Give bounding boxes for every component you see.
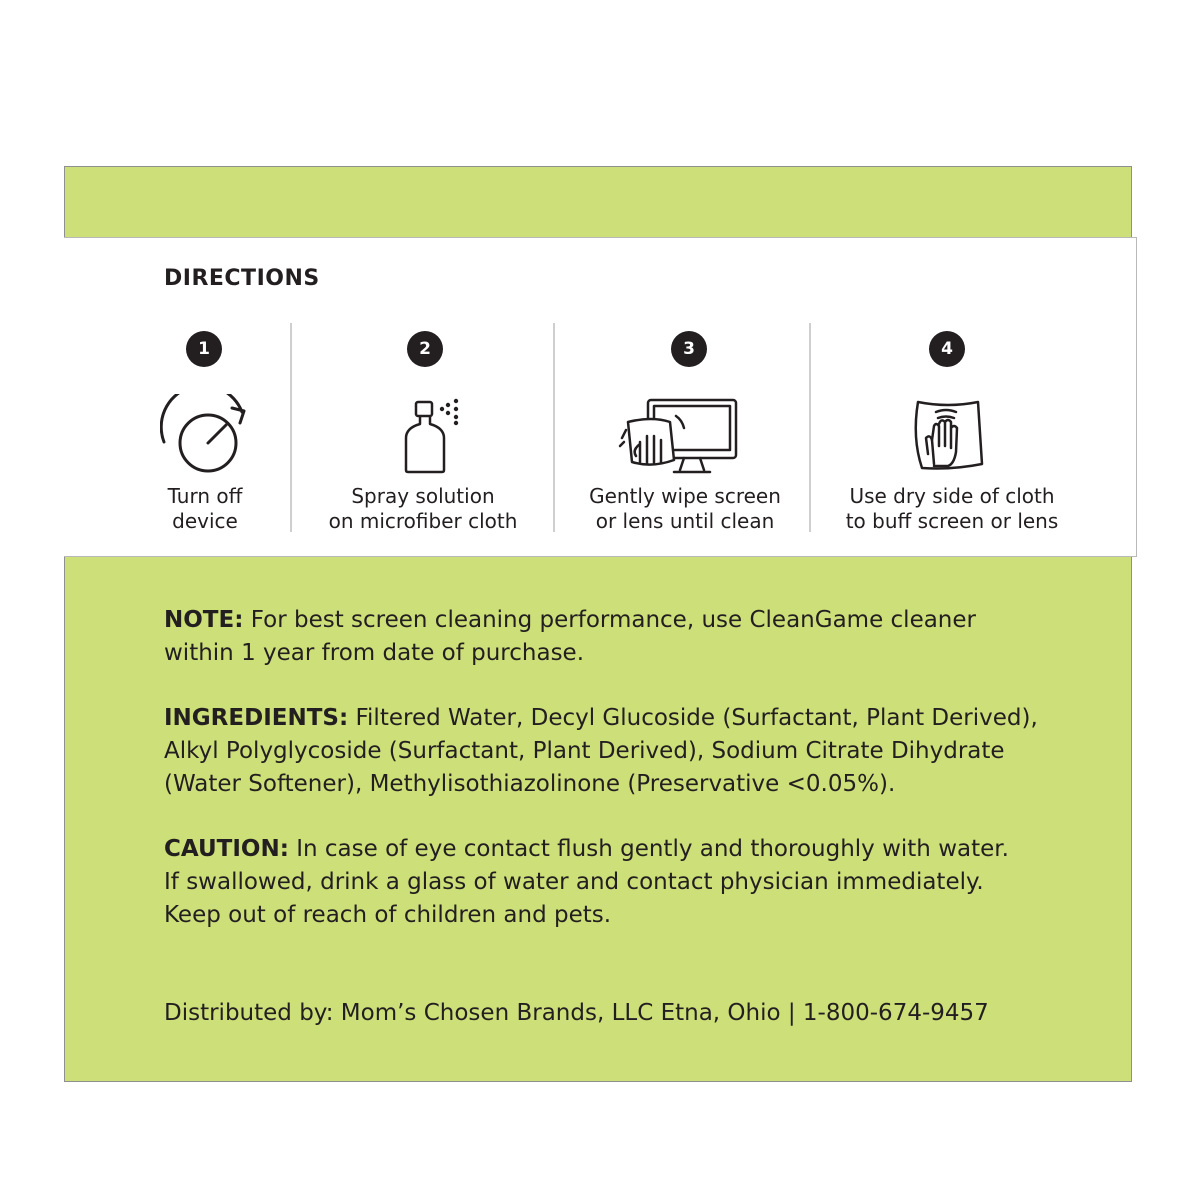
ingredients-paragraph	[164, 702, 1094, 801]
caution-line-3: Keep out of reach of children and pets.	[164, 902, 612, 928]
step-1-badge: 1	[186, 331, 222, 367]
caution-text-1: In case of eye contact flush gently and thoroughly with water.	[288, 836, 1009, 862]
step-1-line-2: device	[172, 509, 238, 533]
step-3-text	[555, 484, 815, 534]
step-2-badge: 2	[407, 331, 443, 367]
step-2-line-1: Spray solution	[351, 484, 495, 508]
step-3-line-1: Gently wipe screen	[589, 484, 781, 508]
spray-bottle-icon	[398, 394, 468, 480]
step-3-line-2: or lens until clean	[595, 509, 775, 533]
step-3-badge: 3	[671, 331, 707, 367]
ingredients-text-1: Filtered Water, Decyl Glucoside (Surfactant, Plant Derived),	[348, 705, 1038, 731]
step-4-badge: 4	[929, 331, 965, 367]
wipe-monitor-icon	[618, 394, 742, 480]
note-line-1	[164, 604, 1094, 637]
caution-label: CAUTION:	[164, 836, 289, 862]
power-off-icon	[160, 394, 250, 480]
distributor-info: Distributed by: Mom’s Chosen Brands, LLC Etna, Ohio | 1-800-674-9457	[164, 1000, 989, 1026]
step-2-line-2: on microfiber cloth	[328, 509, 518, 533]
caution-line-1	[164, 833, 1094, 866]
note-paragraph	[164, 604, 1094, 670]
ingredients-label: INGREDIENTS:	[164, 705, 349, 731]
ingredients-line-3: (Water Softener), Methylisothiazolinone (Preservative <0.05%).	[164, 771, 896, 797]
step-4-line-1: Use dry side of cloth	[849, 484, 1055, 508]
step-1-line-1: Turn off	[167, 484, 243, 508]
caution-line-2: If swallowed, drink a glass of water and contact physician immediately.	[164, 869, 984, 895]
caution-paragraph	[164, 833, 1094, 932]
ingredients-line-2: Alkyl Polyglycoside (Surfactant, Plant Derived), Sodium Citrate Dihydrate	[164, 738, 1005, 764]
note-label: NOTE:	[164, 607, 244, 633]
ingredients-line-1	[164, 702, 1094, 735]
hand-cloth-icon	[908, 394, 988, 480]
note-text-1: For best screen cleaning performance, use CleanGame cleaner	[243, 607, 976, 633]
step-4-line-2: to buff screen or lens	[845, 509, 1059, 533]
directions-title: DIRECTIONS	[164, 266, 320, 291]
step-2-text	[293, 484, 553, 534]
step-4-text	[822, 484, 1082, 534]
note-line-2: within 1 year from date of purchase.	[164, 640, 585, 666]
